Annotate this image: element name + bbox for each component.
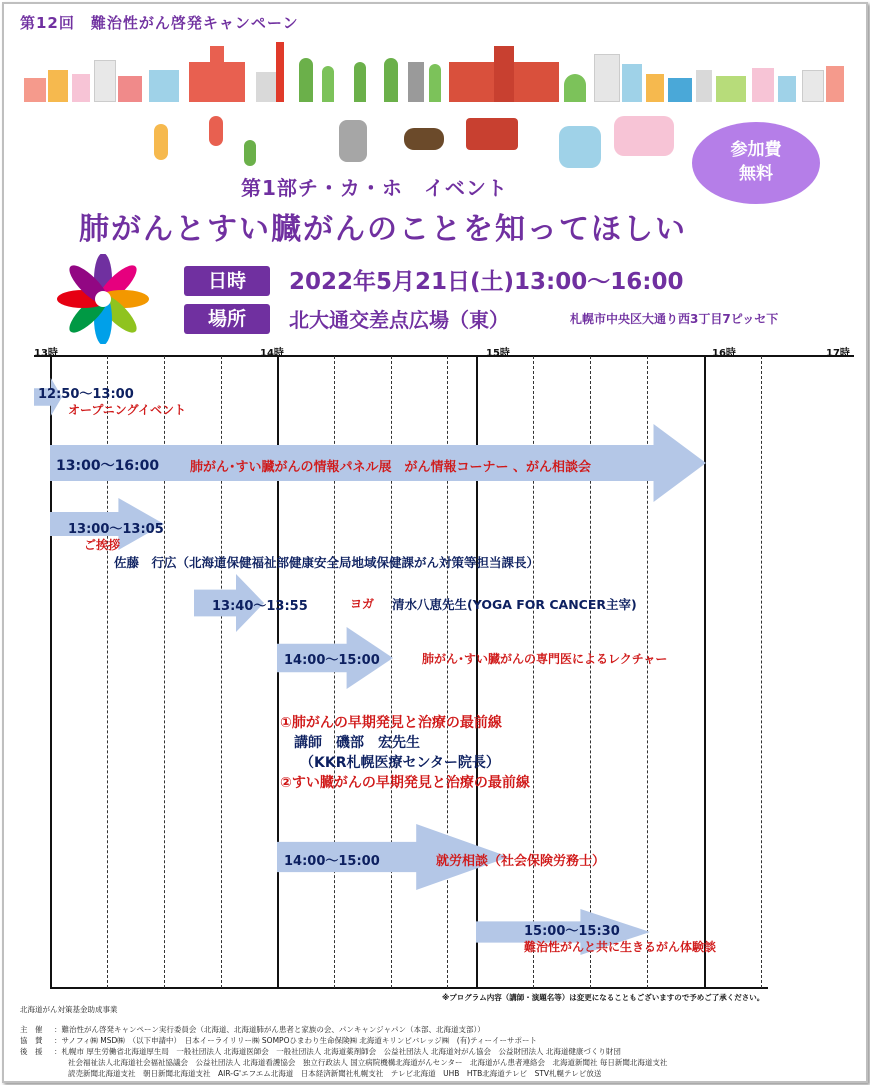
event-detail: 清水八恵先生(YOGA FOR CANCER主宰) — [392, 597, 637, 612]
support-text-3: 読売新聞北海道支社 朝日新聞北海道支社 AIR-G'エフエム北海道 日本経済新聞社札幌支社 テレビ北海道 UHB HTB北海道テレビ STV札幌テレビ放送 — [68, 1069, 602, 1078]
support-label: 後 援 — [20, 1047, 43, 1056]
grid-line — [704, 356, 706, 988]
hour-15: 15時 — [486, 348, 510, 359]
grid-line — [761, 356, 762, 988]
main-title: 肺がんとすい臓がんのことを知ってほしい — [79, 212, 687, 247]
support-text-2: 社会福祉法人北海道社会福祉協議会 公益社団法人 北海道看護協会 独立行政法人 国立病院機構北海道がんセンター 北海道がん患者連絡会 北海道新聞社 毎日新聞北海道支社 — [68, 1058, 668, 1067]
event-title: 就労相談（社会保険労務士） — [436, 854, 606, 869]
organizer-label: 主 催 — [20, 1025, 43, 1034]
event-title: 肺がん･すい臓がんの専門医によるレクチャー — [422, 652, 668, 666]
lecture-line: ②すい臓がんの早期発見と治療の最前線 — [280, 775, 530, 791]
event-time: 13:00〜13:05 — [68, 522, 164, 537]
place-label: 場所 — [184, 304, 270, 334]
event-time: 13:40〜13:55 — [212, 599, 308, 614]
timeline-bottom-rule — [50, 987, 768, 989]
free-admission-badge — [692, 122, 820, 204]
hour-14: 14時 — [260, 348, 284, 359]
sponsor-label: 協 賛 — [20, 1036, 43, 1045]
hour-13: 13時 — [34, 348, 58, 359]
ribbon-logo — [48, 254, 158, 344]
event-title: ご挨拶 — [84, 538, 121, 552]
event-title: ヨガ — [350, 597, 375, 611]
event-title: オープニングイベント — [68, 403, 186, 417]
date-value: 2022年5月21日(土)13:00〜16:00 — [289, 269, 684, 295]
event-time: 12:50〜13:00 — [38, 387, 134, 402]
lecture-line: ①肺がんの早期発見と治療の最前線 — [280, 715, 502, 731]
event-title: 難治性がんと共に生きるがん体験談 — [524, 940, 717, 954]
support-text-1: ：札幌市 厚生労働省北海道厚生局 一般社団法人 北海道医師会 一般社団法人 北海道薬剤師会 公益社団法人 北海道対がん協会 公益財団法人 北海道健康づくり財団 — [54, 1047, 621, 1056]
event-time: 14:00〜15:00 — [284, 653, 380, 668]
event-title: 肺がん･すい臓がんの情報パネル展 がん情報コーナー 、がん相談会 — [190, 460, 592, 475]
event-time: 13:00〜16:00 — [56, 458, 160, 474]
organizer-text: ：難治性がん啓発キャンペーン実行委員会（北海道、北海道肺がん患者と家族の会、パンキャンジャパン（本部、北海道支部）） — [54, 1025, 485, 1034]
flyer — [2, 2, 868, 1083]
timeline-top-rule — [34, 355, 854, 357]
place-value: 北大通交差点広場（東） — [289, 308, 509, 332]
people-illustration — [154, 114, 694, 170]
date-label: 日時 — [184, 266, 270, 296]
fund-note: 北海道がん対策基金助成事業 — [20, 1005, 118, 1014]
city-illustration — [24, 40, 844, 102]
hour-16: 16時 — [712, 348, 736, 359]
place-address: 札幌市中央区大通り西3丁目7ピッセ下 — [570, 312, 779, 326]
program-note: ※プログラム内容（講師・演題名等）は変更になることもございますので予めご了承ください。 — [442, 993, 765, 1002]
badge-line1: 参加費 — [730, 140, 782, 160]
lecture-line: 講師 磯部 宏先生 — [294, 735, 420, 751]
event-subtitle: 第1部チ・カ・ホ イベント — [241, 176, 508, 200]
badge-line2: 無料 — [739, 164, 773, 184]
sponsor-text: ：サノフィ㈱ MSD㈱ （以下申請中） 日本イーライリリー㈱ SOMPOひまわり生命保険㈱ 北海道キリンビバレッジ㈱ (有)ティーイーサポート — [54, 1036, 538, 1045]
event-time: 14:00〜15:00 — [284, 854, 380, 869]
event-time: 15:00〜15:30 — [524, 924, 620, 939]
event-detail: 佐藤 行広（北海道保健福祉部健康安全局地域保健課がん対策等担当課長） — [114, 555, 540, 570]
campaign-title: 第12回 難治性がん啓発キャンペーン — [20, 14, 299, 32]
hour-17: 17時 — [826, 348, 850, 359]
lecture-line: （KKR札幌医療センター院長） — [300, 755, 500, 771]
